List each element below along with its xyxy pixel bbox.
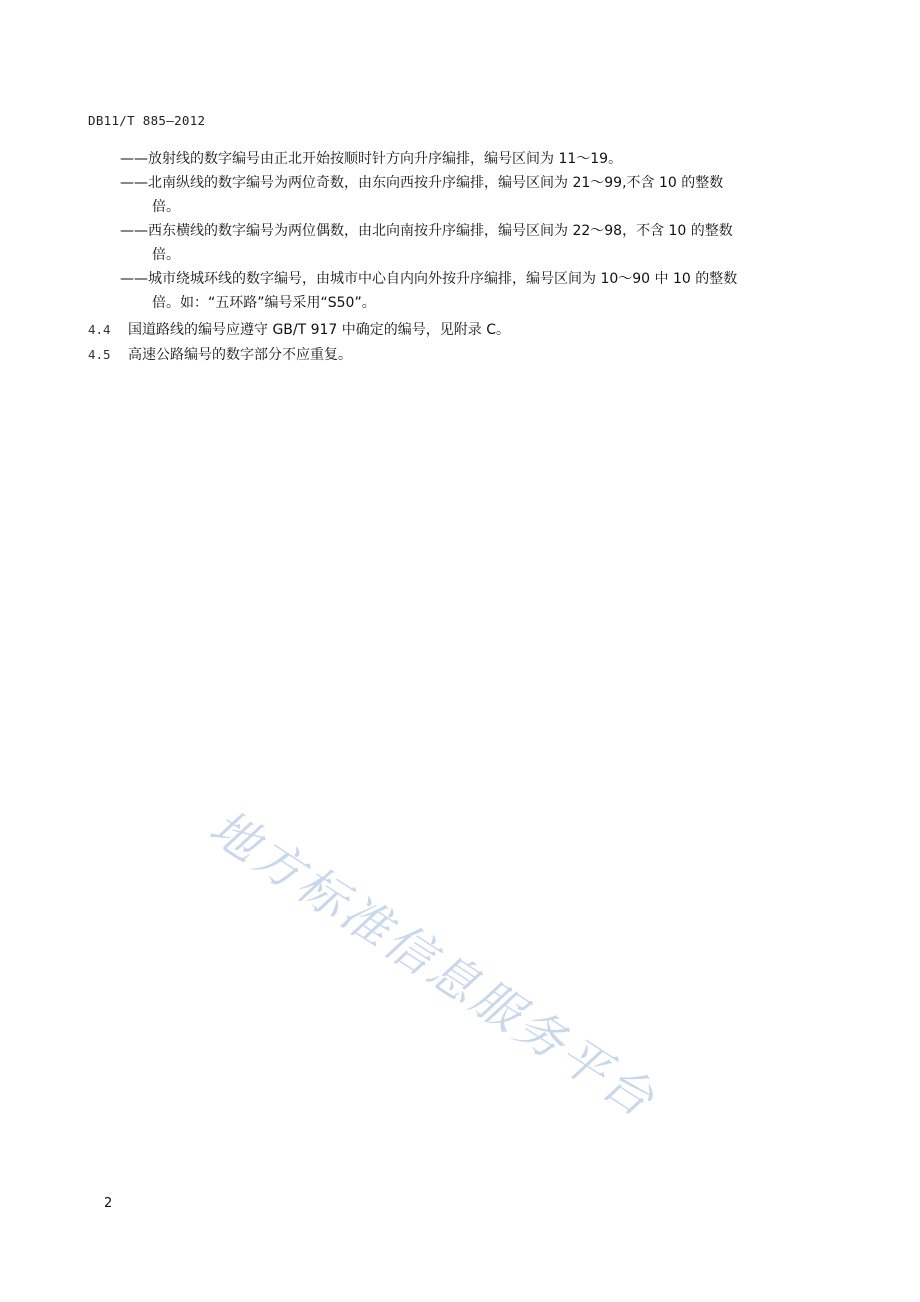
list-item-continuation: 倍。如：“五环路”编号采用“S50”。 xyxy=(152,295,376,311)
list-item-radial-lines xyxy=(120,147,814,171)
list-item-continuation: 倍。 xyxy=(152,199,180,215)
document-id-header: DB11/T 885—2012 xyxy=(88,113,206,128)
watermark: 地方标准信息服务平台 xyxy=(199,799,667,1130)
page-number: 2 xyxy=(104,1196,113,1211)
list-item-ring-roads xyxy=(120,267,814,315)
clause-text-4-4: 国道路线的编号应遵守 GB/T 917 中确定的编号，见附录 C。 xyxy=(128,322,511,338)
list-item-continuation: 倍。 xyxy=(152,247,180,263)
clause-number-4-4: 4.4 xyxy=(88,322,111,337)
list-item-text: ——西东横线的数字编号为两位偶数，由北向南按升序编排，编号区间为 22～98，不含 10 的整数 xyxy=(120,223,733,239)
list-item-text: ——城市绕城环线的数字编号，由城市中心自内向外按升序编排，编号区间为 10～90 中 10 的整数 xyxy=(120,271,738,287)
clause-number-4-5: 4.5 xyxy=(88,347,111,362)
list-item-north-south-lines xyxy=(120,171,814,219)
list-item-text: ——放射线的数字编号由正北开始按顺时针方向升序编排，编号区间为 11～19。 xyxy=(120,151,623,167)
list-item-text: ——北南纵线的数字编号为两位奇数，由东向西按升序编排，编号区间为 21～99,不含 10 的整数 xyxy=(120,175,724,191)
clause-text-4-5: 高速公路编号的数字部分不应重复。 xyxy=(128,347,352,363)
list-item-west-east-lines xyxy=(120,219,814,267)
